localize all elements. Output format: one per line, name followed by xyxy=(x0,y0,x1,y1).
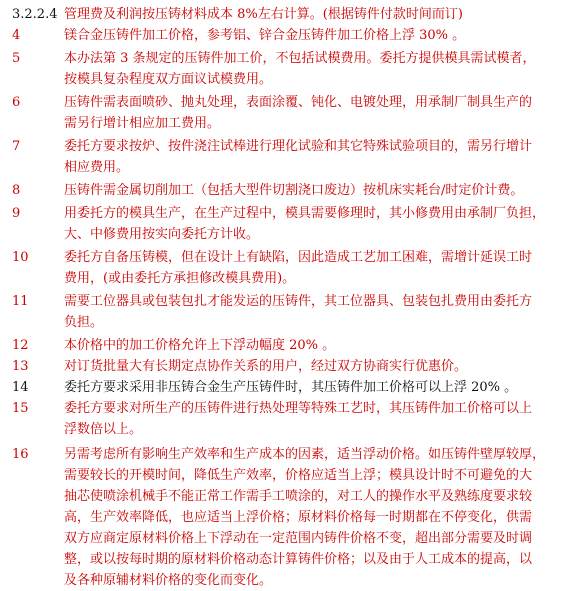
clause-text xyxy=(64,203,574,245)
clause-text xyxy=(64,180,574,201)
clause-text xyxy=(64,335,574,356)
clause-line: 压铸件需表面喷砂、抛丸处理，表面涂覆、钝化、电镀处理，用承制厂制具生产的 xyxy=(64,95,533,110)
clause-number: 11 xyxy=(12,294,29,309)
clause-line: 委托方要求采用非压铸合金生产压铸件时，其压铸件加工价格可以上浮 20% 。 xyxy=(64,380,518,395)
clause-line: 委托方自备压铸模，但在设计上有缺陷，因此造成工艺加工困难，需增计延误工时 xyxy=(64,250,533,265)
clause-line: 按模具复杂程度双方面议试模费用。 xyxy=(64,72,273,87)
clause-15 xyxy=(0,398,584,440)
clause-3-2-2-4 xyxy=(0,4,584,25)
clause-text xyxy=(64,377,574,398)
clause-line: 对订货批量大有长期定点协作关系的用户，经过双方协商实行优惠价。 xyxy=(64,359,468,374)
clause-line: 费用，(或由委托方承担修改模具费用)。 xyxy=(64,271,296,286)
clause-number: 16 xyxy=(12,447,29,462)
clause-11 xyxy=(0,291,584,333)
clause-12 xyxy=(0,335,584,356)
clause-text xyxy=(64,136,574,178)
clause-16 xyxy=(0,444,584,591)
clause-number: 4 xyxy=(12,28,21,43)
clause-number: 12 xyxy=(12,338,29,353)
clause-line: 负担。 xyxy=(64,315,104,330)
clause-line: 委托方要求对所生产的压铸件进行热处理等特殊工艺时，其压铸件加工价格可以上 xyxy=(64,401,533,416)
clause-number: 14 xyxy=(12,380,29,395)
clause-line: 抽芯使喷涂机械手不能正常工作需手工喷涂的，对工人的操作水平及熟练度要求较 xyxy=(64,489,533,504)
clause-line: 镁合金压铸件加工价格，参考铝、锌合金压铸件加工价格上浮 30% 。 xyxy=(64,28,466,43)
clause-text xyxy=(64,48,574,90)
clause-9 xyxy=(0,203,584,245)
clause-number: 8 xyxy=(12,183,21,198)
clause-line: 本办法第 3 条规定的压铸件加工价，不包括试模费用。委托方提供模具需试模者， xyxy=(64,51,536,66)
clause-line: 压铸件需金属切削加工（包括大型件切割浇口废边）按机床实耗台/时定价计费。 xyxy=(64,183,524,198)
clause-line: 管理费及利润按压铸材料成本 8%左右计算。(根据铸件付款时间而订) xyxy=(64,7,463,22)
clause-line: 高，生产效率降低，也应适当上浮价格；原材料价格每一时期都在不停变化，供需 xyxy=(64,510,533,525)
clause-13 xyxy=(0,356,584,377)
clause-8 xyxy=(0,180,584,201)
clause-number: 7 xyxy=(12,139,21,154)
clause-text xyxy=(64,291,574,333)
clause-7 xyxy=(0,136,584,178)
clause-line: 委托方要求按炉、按件浇注试棒进行理化试验和其它特殊试验项目的，需另行增计 xyxy=(64,139,533,154)
clause-line: 需另行增计相应加工费用。 xyxy=(64,116,221,131)
clause-14 xyxy=(0,377,584,398)
clause-4 xyxy=(0,25,584,46)
clause-number: 6 xyxy=(12,95,21,110)
clause-line: 相应费用。 xyxy=(64,160,130,175)
clause-6 xyxy=(0,92,584,134)
clause-number: 9 xyxy=(12,206,21,221)
clause-text xyxy=(64,398,574,440)
clause-line: 及各种原辅材料价格的变化而变化。 xyxy=(64,573,273,588)
clause-line: 另需考虑所有影响生产效率和生产成本的因素，适当浮动价格。如压铸件壁厚较厚， xyxy=(64,447,546,462)
clause-text xyxy=(64,4,574,25)
clause-line: 大、中修费用按实向委托方计收。 xyxy=(64,227,260,242)
clause-text xyxy=(64,92,574,134)
clause-5 xyxy=(0,48,584,90)
clause-text xyxy=(64,25,574,46)
clause-number: 5 xyxy=(12,51,21,66)
clause-line: 需要较长的开模时间，降低生产效率，价格应适当上浮；模具设计时不可避免的大 xyxy=(64,468,533,483)
clause-line: 双方应商定原材料价格上下浮动在一定范围内铸件价格不变，超出部分需要及时调 xyxy=(64,531,533,546)
clause-line: 用委托方的模具生产，在生产过程中，模具需要修理时，其小修费用由承制厂负担， xyxy=(64,206,546,221)
clause-line: 需要工位器具或包装包扎才能发运的压铸件，其工位器具、包装包扎费用由委托方 xyxy=(64,294,533,309)
clause-line: 浮数倍以上。 xyxy=(64,422,143,437)
clause-text xyxy=(64,247,574,289)
clause-number: 3.2.2.4 xyxy=(12,7,58,22)
clause-number: 13 xyxy=(12,359,29,374)
clause-text xyxy=(64,356,574,377)
clause-line: 本价格中的加工价格允许上下浮动幅度 20% 。 xyxy=(64,338,336,353)
clause-number: 10 xyxy=(12,250,29,265)
clause-number: 15 xyxy=(12,401,29,416)
clause-line: 整，或以按每时期的原材料价格动态计算铸件价格；以及由于人工成本的提高，以 xyxy=(64,552,533,567)
clause-10 xyxy=(0,247,584,289)
clause-text xyxy=(64,444,574,591)
